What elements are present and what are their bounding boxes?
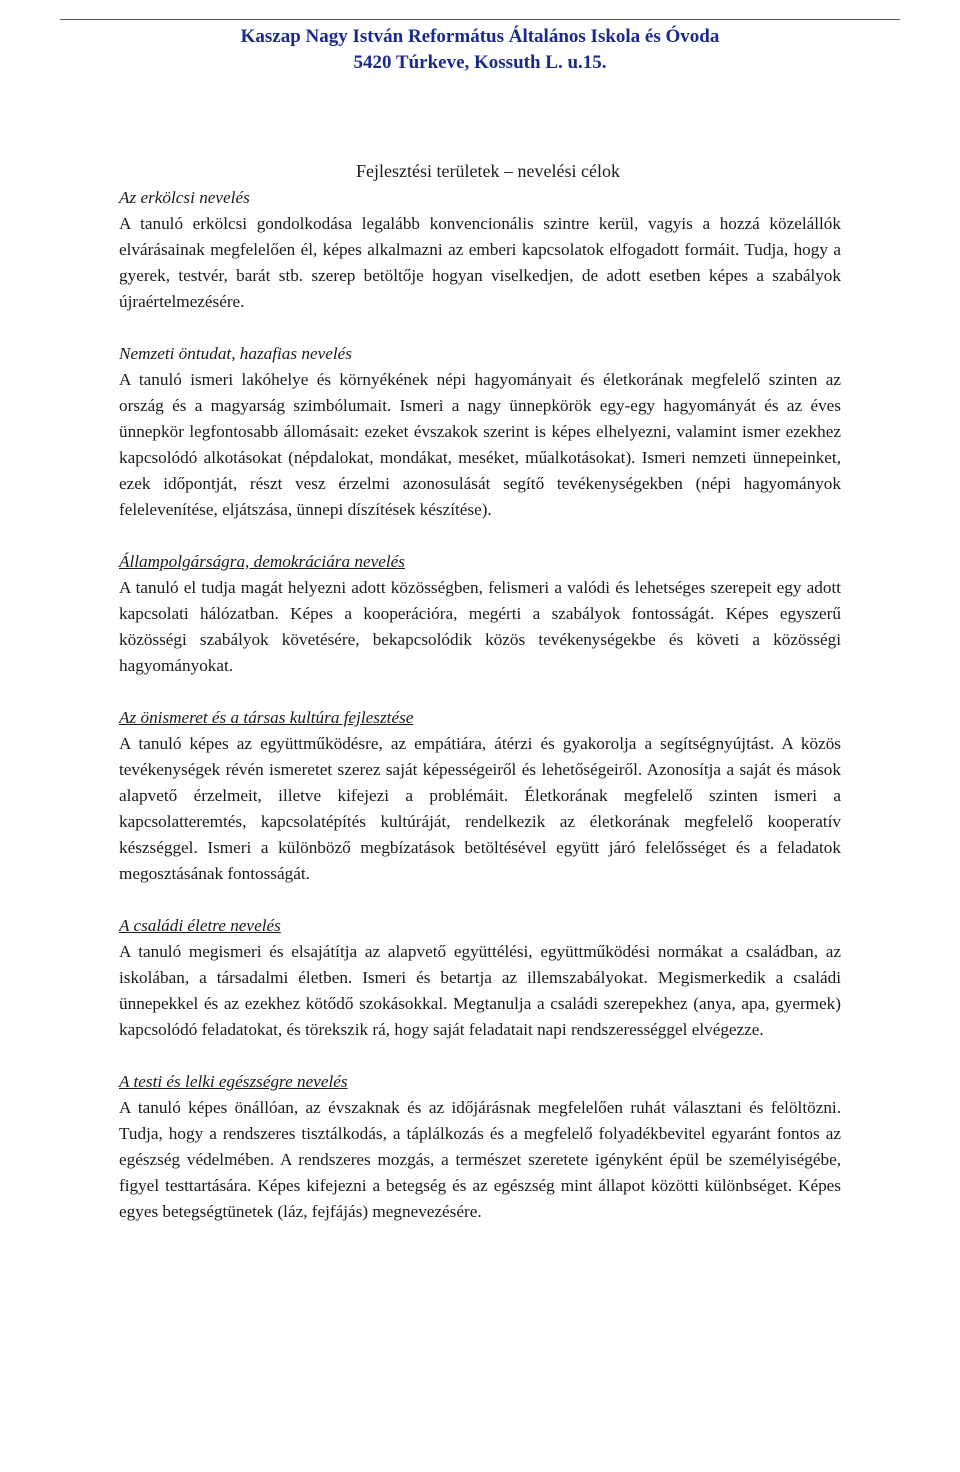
section-title: A testi és lelki egészségre nevelés xyxy=(119,1072,348,1091)
section-title: Az erkölcsi nevelés xyxy=(119,188,250,207)
page-header xyxy=(60,24,900,76)
section-title: A családi életre nevelés xyxy=(119,916,281,935)
section-text: A tanuló ismeri lakóhelye és környékének népi hagyományait és életkorának megfelelő szinten az ország és a magyarság szimbólumait. Ismeri a nagy ünnepkörök egy-egy hagyományát és az éves ünnepkör legfontosabb állomásait: ezeket évszakok szerint is képes elhelyezni, valamint ismer ezekhez kapcsolódó alkotásokat (népdalokat, mondákat, meséket, műalkotásokat). Ismeri nemzeti ünnepeinket, ezek időpontját, részt vesz érzelmi azonosulását segítő tevékenységekben (népi hagyományok felelevenítése, eljátszása, ünnepi díszítések készítése). xyxy=(119,370,841,519)
document-title: Fejlesztési területek – nevelési célok xyxy=(356,161,620,181)
header-rule xyxy=(60,19,900,20)
section-family-life xyxy=(119,913,841,1043)
section-national-identity xyxy=(119,341,841,523)
section-text: A tanuló képes az együttműködésre, az empátiára, átérzi és gyakorolja a segítségnyújtást. A közös tevékenységek révén ismeretet szerez saját képességeiről és lehetőségeiről. Azonosítja a saját és mások alapvető érzelmeit, illetve kifejezi a problémáit. Életkorának megfelelő szinten ismeri a kapcsolatteremtés, kapcsolatépítés kultúráját, rendelkezik az életkorának megfelelő kooperatív készséggel. Ismeri a különböző megbízatások betöltésével együtt járó felelősséget és a feladatok megosztásának fontosságát. xyxy=(119,734,841,883)
section-text: A tanuló erkölcsi gondolkodása legalább konvencionális szintre kerül, vagyis a hozzá közelállók elvárásainak megfelelően él, képes alkalmazni az emberi kapcsolatok elfogadott formáit. Tudja, hogy a gyerek, testvér, barát stb. szerep betöltője hogyan viselkedjen, de adott esetben képes a szabályok újraértelmezésére. xyxy=(119,214,841,311)
section-title: Az önismeret és a társas kultúra fejlesztése xyxy=(119,708,414,727)
section-health xyxy=(119,1069,841,1225)
school-name: Kaszap Nagy István Református Általános Iskola és Óvoda xyxy=(240,26,720,47)
section-text: A tanuló képes önállóan, az évszaknak és az időjárásnak megfelelően ruhát választani és felöltözni. Tudja, hogy a rendszeres tisztálkodás, a táplálkozás és a megfelelő folyadékbevitel egyaránt fontos az egészség védelmében. A rendszeres mozgás, a természet szeretete igényként épül be személyiségébe, figyel testtartására. Képes kifejezni a betegség és az egészség mint állapot közötti különbséget. Képes egyes betegségtünetek (láz, fejfájás) megnevezésére. xyxy=(119,1098,841,1221)
section-title: Állampolgárságra, demokráciára nevelés xyxy=(119,552,405,571)
section-self-knowledge xyxy=(119,705,841,887)
section-moral-education xyxy=(119,185,841,315)
section-text: A tanuló megismeri és elsajátítja az alapvető együttélési, együttműködési normákat a családban, az iskolában, a társadalmi életben. Ismeri és betartja az illemszabályokat. Megismerkedik a családi ünnepekkel és az ezekhez kötődő szokásokkal. Megtanulja a családi szerepekhez (anya, apa, gyermek) kapcsolódó feladatokat, és törekszik rá, hogy saját feladatait napi rendszerességgel elvégezze. xyxy=(119,942,841,1039)
section-citizenship xyxy=(119,549,841,679)
section-text: A tanuló el tudja magát helyezni adott közösségben, felismeri a valódi és lehetséges szerepeit egy adott kapcsolati hálózatban. Képes a kooperációra, megérti a szabályok fontosságát. Képes egyszerű közösségi szabályok követésére, bekapcsolódik közös tevékenységekbe és követi a közösségi hagyományokat. xyxy=(119,578,841,675)
document-body xyxy=(119,157,841,1251)
section-title: Nemzeti öntudat, hazafias nevelés xyxy=(119,344,352,363)
school-address: 5420 Túrkeve, Kossuth L. u.15. xyxy=(353,52,607,73)
